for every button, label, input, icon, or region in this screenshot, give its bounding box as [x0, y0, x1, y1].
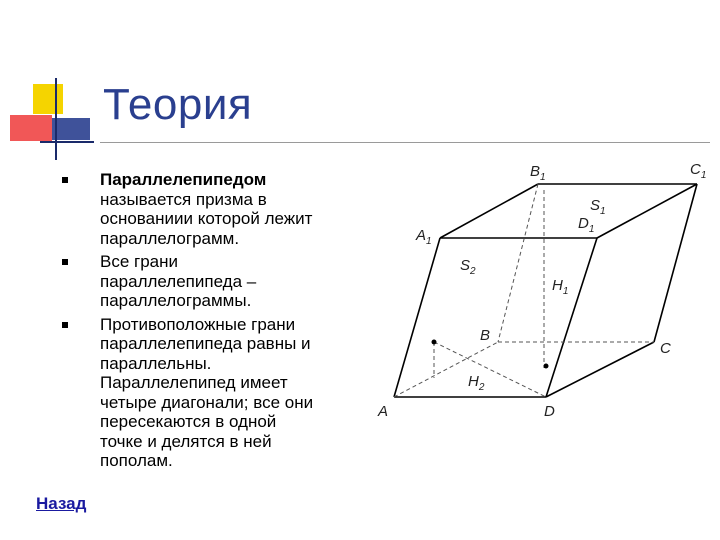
- slide-title: Теория: [103, 80, 253, 129]
- label-c: C: [660, 340, 671, 357]
- bullet-text: называется призма в основаниии которой лежит параллелограмм.: [100, 189, 313, 248]
- bullet-text: Противоположные грани параллелепипеда равны и параллельны. Параллелепипед имеет четыре диагонали; все они пересекаются в одной точке и делятся в ней пополам.: [100, 314, 314, 470]
- diagram-edges-dashed: [394, 184, 654, 397]
- label-h1: $H_1$: [552, 277, 569, 297]
- bullet-item: [58, 170, 378, 248]
- bullet-text: Все грани параллелепипеда – параллелограммы.: [100, 252, 257, 310]
- bullet-bold-term: Параллелепипедом: [100, 170, 267, 189]
- bullet-marker: [62, 322, 68, 328]
- parallelepiped-diagram: [372, 150, 712, 430]
- bullet-item: [58, 252, 378, 311]
- label-s1: $S_1$: [590, 197, 606, 217]
- bullet-item: [58, 315, 378, 471]
- label-s2: $S_2$: [460, 257, 476, 277]
- slide-logo: [0, 0, 110, 170]
- label-b1: $B_1$: [530, 163, 546, 183]
- label-a: A: [378, 403, 389, 420]
- label-a1: $A_1$: [416, 227, 432, 247]
- bullet-marker: [62, 177, 68, 183]
- back-link[interactable]: Назад: [36, 494, 87, 513]
- title-divider: [100, 142, 710, 143]
- vertex-labels: [377, 161, 706, 420]
- theory-bullet-list: [58, 170, 378, 475]
- label-d1: $D_1$: [578, 215, 595, 235]
- label-h2: $H_2$: [468, 373, 485, 393]
- point-h1-foot: [544, 364, 549, 369]
- label-c1: $C_1$: [690, 161, 707, 181]
- label-d: D: [544, 403, 555, 420]
- bullet-marker: [62, 259, 68, 265]
- point-h2-foot: [432, 340, 437, 345]
- label-b: B: [480, 327, 491, 344]
